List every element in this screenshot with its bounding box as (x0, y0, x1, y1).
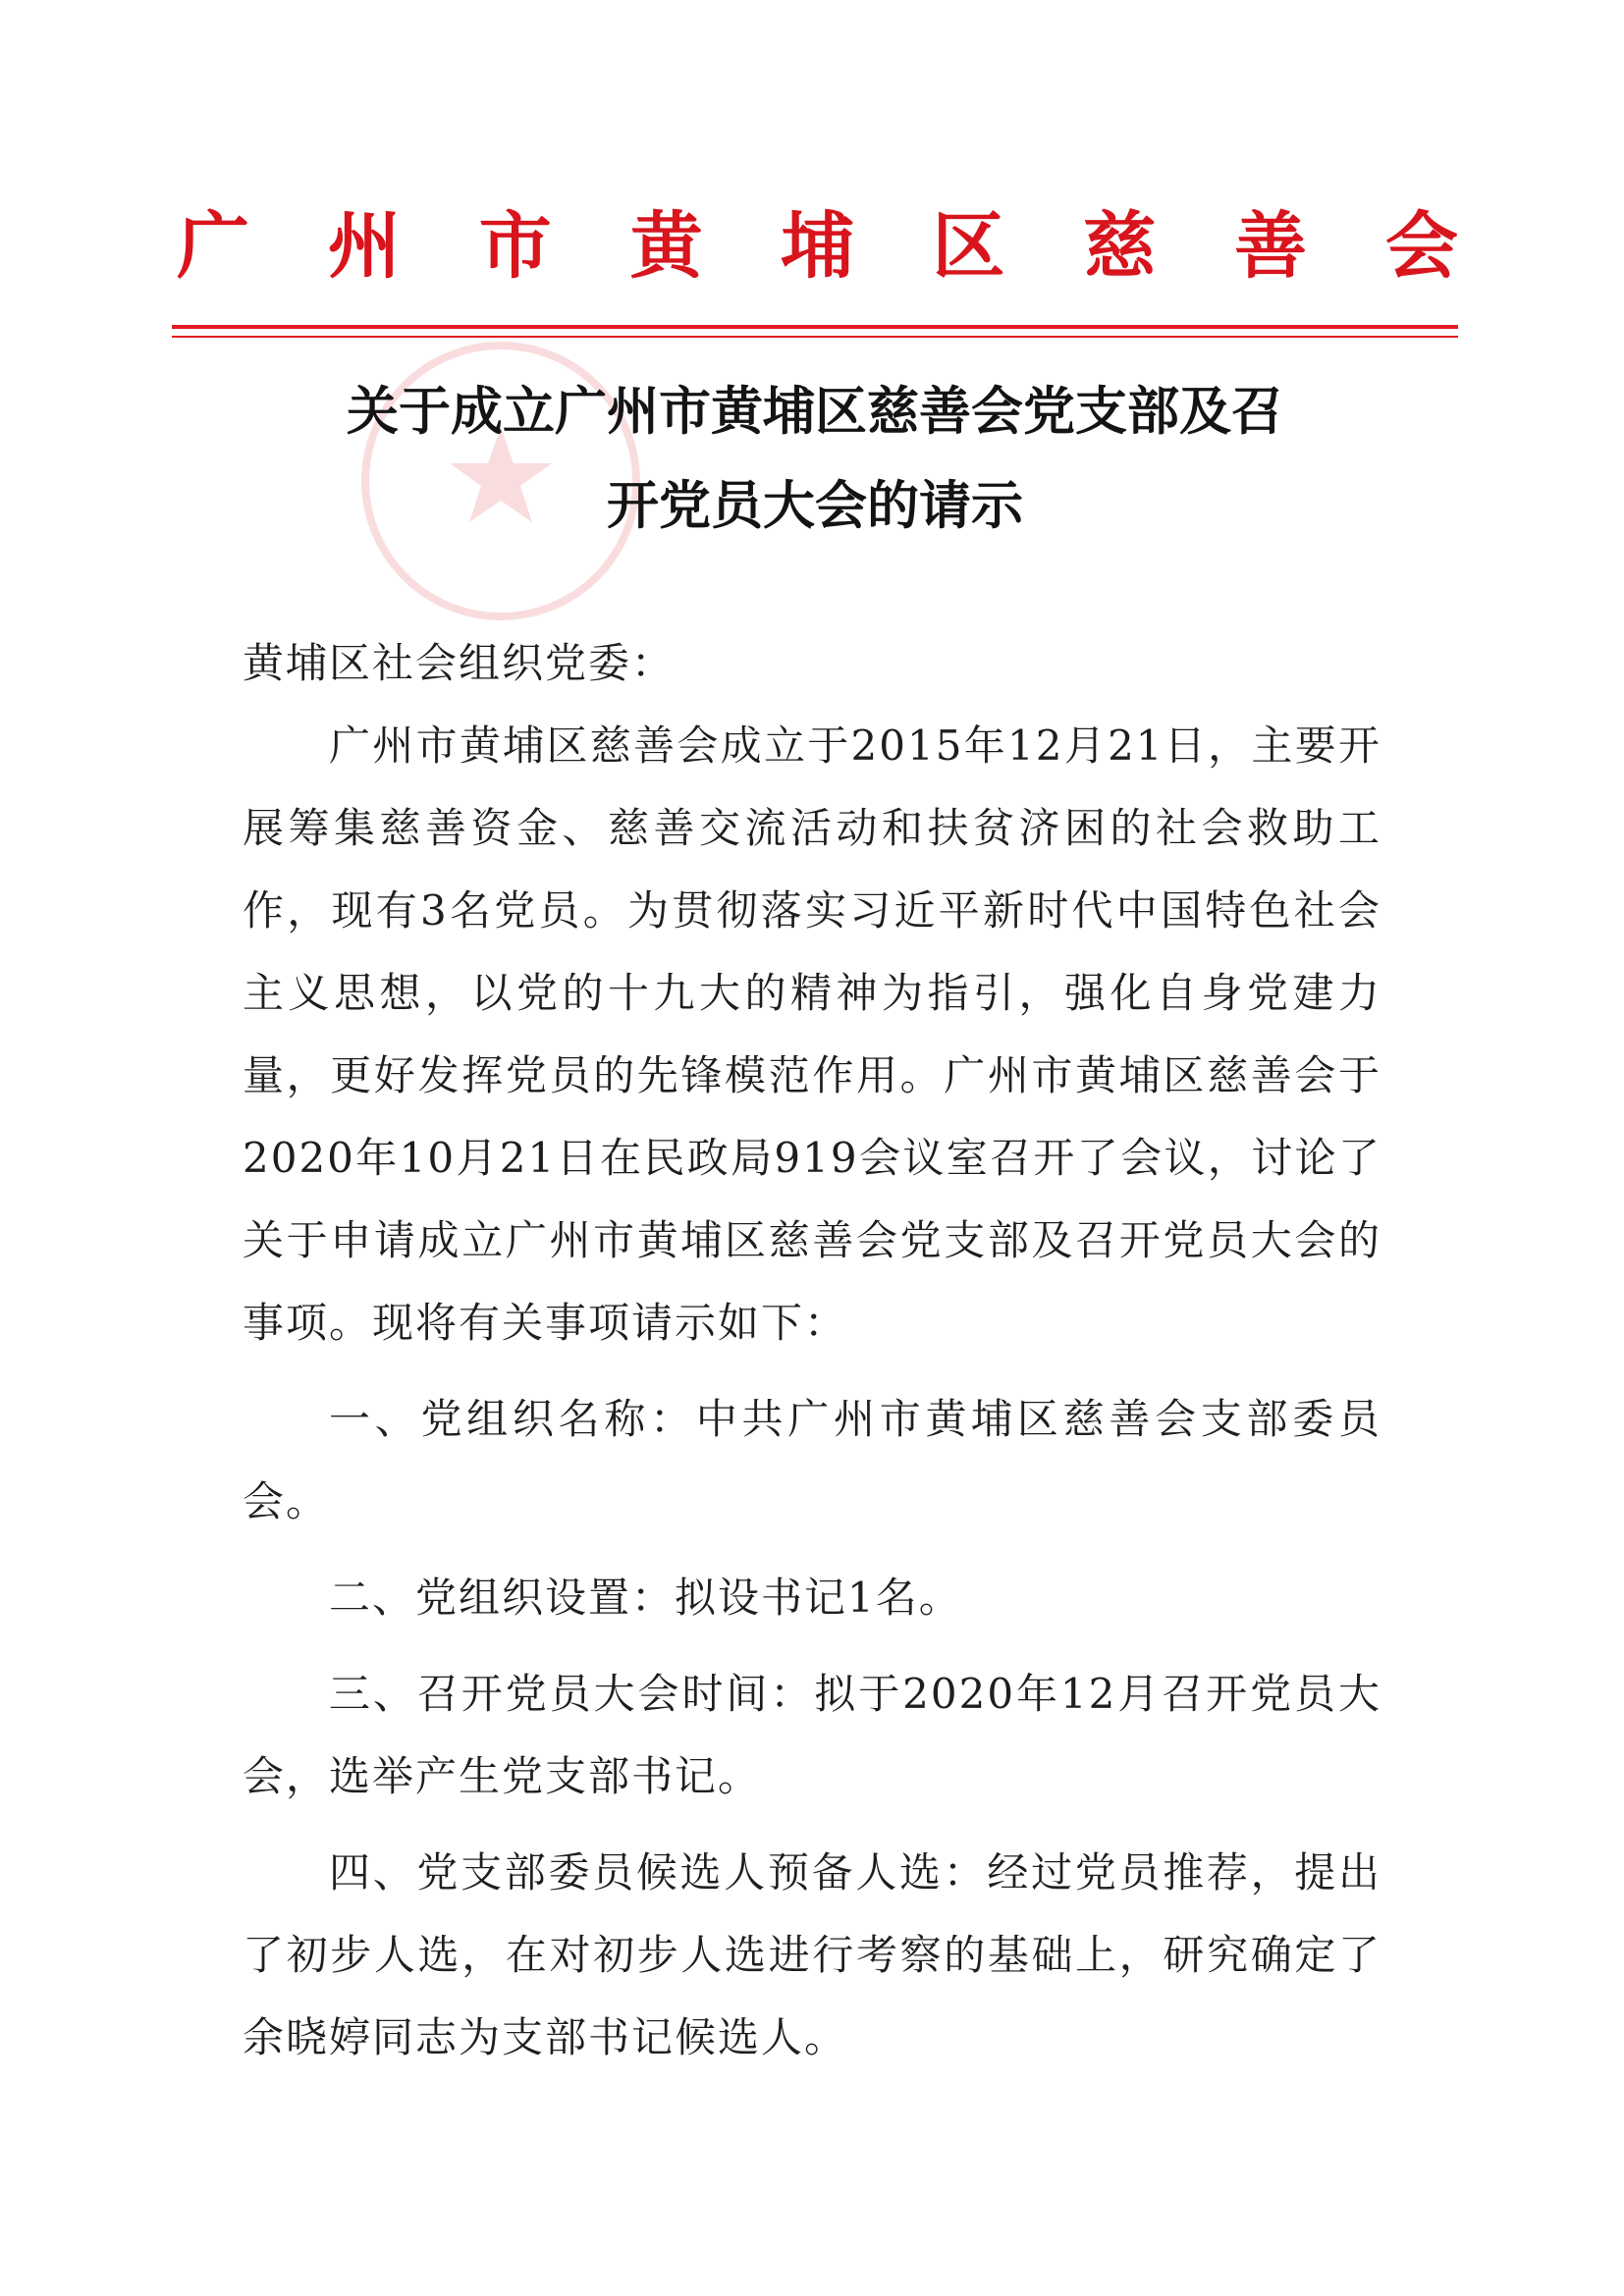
letterhead-char: 市 (478, 204, 552, 289)
letterhead-rule-thick (172, 325, 1458, 329)
letterhead-org-name (177, 182, 1458, 299)
item-3-paragraph: 三、召开党员大会时间：拟于2020年12月召开党员大会，选举产生党支部书记。 (243, 1670, 1381, 1800)
item-2-paragraph: 二、党组织设置：拟设书记1名。 (329, 1574, 962, 1622)
intro-paragraph: 广州市黄埔区慈善会成立于2015年12月21日，主要开展筹集慈善资金、慈善交流活动和扶贫济困的社会救助工作，现有3名党员。为贯彻落实习近平新时代中国特色社会主义思想，以党的十九大的精神为指引，强化自身党建力量，更好发挥党员的先锋模范作用。广州市黄埔区慈善会于2020年10月21日在民政局919会议室召开了会议，讨论了关于申请成立广州市黄埔区慈善会党支部及召开党员大会的事项。现将有关事项请示如下： (243, 721, 1381, 1347)
item-1-paragraph: 一、党组织名称：中共广州市黄埔区慈善会支部委员会。 (243, 1395, 1381, 1525)
document-title-line-2: 开党员大会的请示 (607, 476, 1023, 536)
letterhead-char: 广 (177, 204, 249, 289)
item-4-paragraph: 四、党支部委员候选人预备人选：经过党员推荐，提出了初步人选，在对初步人选进行考察的基础上，研究确定了余晓婷同志为支部书记候选人。 (243, 1848, 1381, 2061)
document-title-line-1: 关于成立广州市黄埔区慈善会党支部及召 (347, 382, 1283, 442)
letterhead-char: 州 (327, 204, 401, 289)
letterhead-char: 黄 (629, 204, 703, 289)
letterhead-char: 埔 (781, 204, 854, 289)
document-title (177, 365, 1453, 554)
letterhead-char: 慈 (1083, 204, 1157, 289)
letterhead-char: 区 (932, 204, 1005, 289)
document-body (243, 622, 1381, 2079)
letterhead-char: 会 (1385, 204, 1458, 289)
letterhead-char: 善 (1234, 204, 1308, 289)
salutation: 黄埔区社会组织党委： (243, 639, 676, 687)
